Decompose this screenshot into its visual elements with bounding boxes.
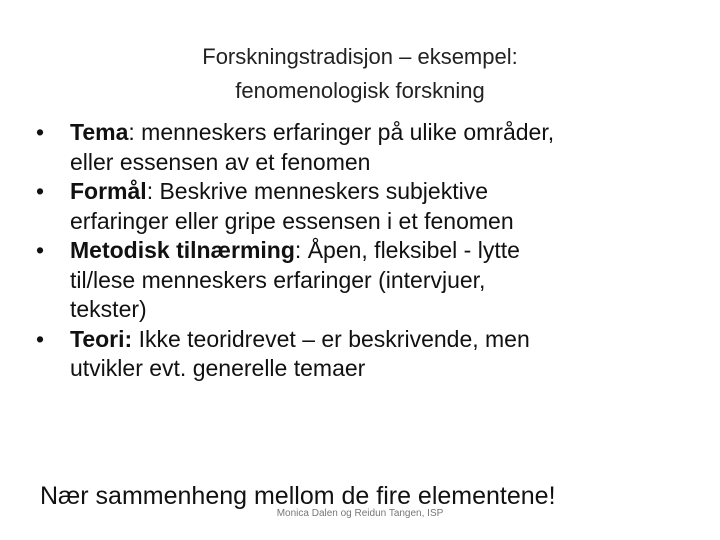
bullet-term: Teori:	[70, 325, 133, 352]
bullet-separator: :	[146, 178, 160, 204]
bullet-term: Metodisk tilnærming	[70, 237, 295, 263]
closing-statement: Nær sammenheng mellom de fire elementene!	[40, 482, 556, 510]
bullet-text: Ikke teoridrevet – er beskrivende, men	[138, 325, 530, 352]
bullet-separator: :	[128, 119, 142, 145]
slide-title	[60, 40, 660, 108]
bullet-line: erfaringer eller gripe essensen i et fenomen	[70, 207, 514, 234]
bullet-line: tekster)	[70, 296, 147, 322]
bullet-item	[30, 177, 690, 236]
bullet-line	[70, 325, 690, 355]
footer-credit: Monica Dalen og Reidun Tangen, ISP	[276, 508, 444, 519]
bullet-line	[70, 177, 690, 207]
bullet-separator: :	[294, 237, 308, 263]
bullet-text: Åpen, fleksibel - lytte	[307, 237, 520, 263]
title-line-2: fenomenologisk forskning	[235, 78, 485, 103]
bullet-list	[30, 118, 690, 384]
bullet-line	[70, 118, 690, 148]
bullet-text: Beskrive menneskers subjektive	[159, 178, 488, 204]
bullet-term: Formål	[70, 178, 147, 204]
bullet-text: menneskers erfaringer på ulike områder,	[141, 119, 555, 145]
bullet-dot-icon: •	[35, 237, 45, 263]
bullet-line: til/lese menneskers erfaringer (intervjuer,	[70, 266, 486, 293]
bullet-line: eller essensen av et fenomen	[70, 148, 371, 175]
bullet-line	[70, 236, 690, 266]
bullet-dot-icon: •	[35, 325, 45, 352]
title-line-1: Forskningstradisjon – eksempel:	[202, 44, 518, 69]
bullet-item	[30, 118, 690, 177]
bullet-term: Tema	[70, 119, 129, 145]
bullet-item	[30, 236, 690, 325]
bullet-dot-icon: •	[35, 178, 45, 204]
bullet-dot-icon: •	[35, 119, 45, 145]
bullet-item	[30, 325, 690, 384]
bullet-line: utvikler evt. generelle temaer	[70, 355, 366, 381]
